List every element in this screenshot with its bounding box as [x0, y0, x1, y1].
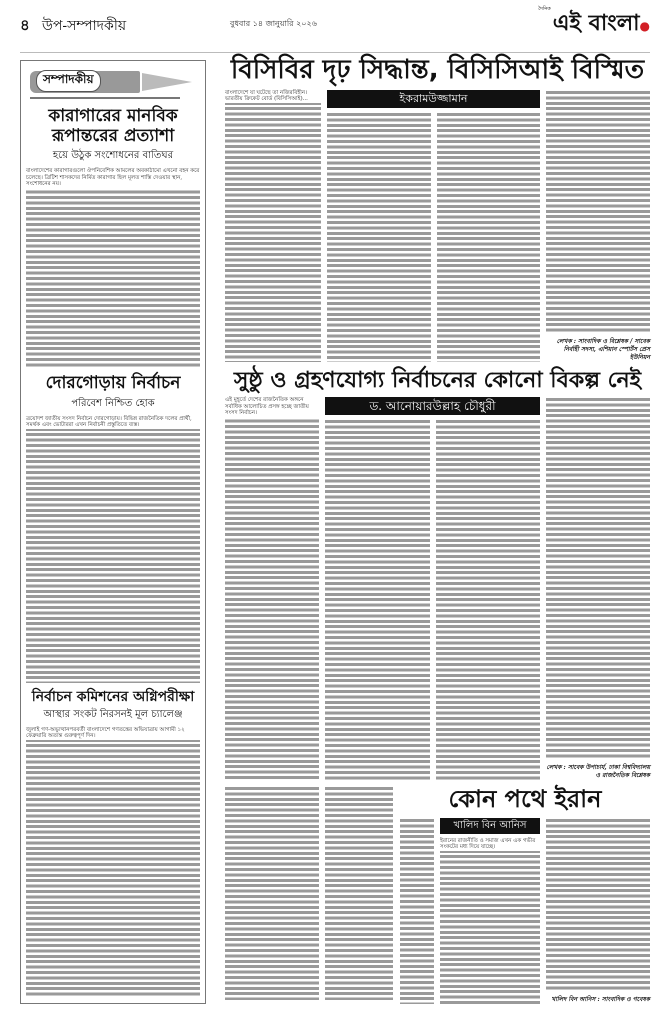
- article-1-author-note: লেখক : সাংবাদিক ও বিশ্লেষক / সাবেক নির্বাহী সদস্য, এশিয়ান স্পোর্টস প্রেস ইউনিয়ন: [546, 338, 650, 362]
- article-1: [225, 56, 650, 362]
- editorial-label: সম্পাদকীয়: [36, 70, 101, 92]
- newspaper-logo: $^{দৈনিক}$এই বাংলা●: [538, 6, 650, 36]
- article-2-col-4: [546, 397, 650, 760]
- article-2-author-note: লেখক : সাবেক উপাচার্য, ঢাকা বিশ্ববিদ্যালয় ও রাজনৈতিক বিশ্লেষক: [546, 764, 650, 779]
- article-2-author: ড. আনোয়ারউল্লাহ চৌধুরী: [325, 397, 540, 415]
- article-2-col-1: এই মুহূর্তে দেশের রাজনৈতিক অঙ্গনে সর্বাধিক আলোচিত প্রসঙ্গ হচ্ছে জাতীয় সংসদ নির্বাচন।: [225, 397, 319, 780]
- article-2-col-3: [436, 419, 541, 780]
- article-3-col-3-wrap: [546, 818, 650, 1004]
- header-divider: [20, 52, 650, 53]
- article-1-col-1: বাংলাদেশে যা ঘটেছে তা নজিরবিহীন। ভারতীয় ক্রিকেট বোর্ড (বিসিসিআই)...: [225, 90, 321, 362]
- editorial-box: [20, 60, 206, 1004]
- article-3-author: খালিদ বিন আনিস: [440, 818, 540, 834]
- article-2-headline: সুষ্ঠু ও গ্রহণযোগ্য নির্বাচনের কোনো বিকল্প নেই: [233, 368, 642, 393]
- article-1-author: ইকরামউজ্জামান: [327, 90, 540, 108]
- article-2-col-4-wrap: [546, 397, 650, 780]
- article-3-col-1: [400, 818, 434, 1004]
- section-name: উপ-সম্পাদকীয়: [42, 18, 127, 34]
- editorial-3-body: জুলাই গণ-অভ্যুত্থানপরবর্তী বাংলাদেশে গণতন্ত্রের অভিযাত্রায় আগামী ১২ ফেব্রুয়ারি অত্যন্ত গুরুত্বপূর্ণ দিন।: [26, 727, 200, 997]
- article-3-col-2: ইরানের রাজনীতি ও সমাজ এখন এক গভীর সংকটের মধ্য দিয়ে যাচ্ছে।: [440, 838, 540, 1004]
- editorial-2-headline: দোরগোড়ায় নির্বাচন: [45, 373, 181, 394]
- article-1-col-4-wrap: [546, 90, 650, 362]
- editorial-3: [26, 689, 200, 997]
- article-3: [400, 786, 650, 1004]
- editorial-3-headline: নির্বাচন কমিশনের অগ্নিপরীক্ষা: [31, 688, 195, 705]
- article-2: [225, 368, 650, 780]
- issue-date: বুধবার ১৪ জানুয়ারি ২০২৬: [230, 19, 317, 28]
- editorial-pen-banner: [30, 67, 195, 101]
- article-1-col-2: [327, 112, 431, 362]
- article-3-headline: কোন পথে ইরান: [448, 785, 602, 813]
- article-2-col-1-cont: [225, 786, 319, 1000]
- editorial-1: [26, 107, 200, 368]
- article-1-col-3: [437, 112, 541, 362]
- editorial-1-body: বাংলাদেশের কারাগারগুলো ঔপনিবেশিক আমলের অবকাঠামো এখনো বহন করে চলেছে। ব্রিটিশ শাসকদের নির্মিত কারাগার ছিল মূলত শাস্তি দেওয়ার স্থান, সংশোধনের নয়।: [26, 168, 200, 368]
- editorial-1-subhead: হয়ে উঠুক সংশোধনের বাতিঘর: [52, 150, 174, 162]
- page-number: ৪: [20, 16, 30, 34]
- article-2-col-5: [325, 786, 393, 1000]
- article-1-col-4: [546, 90, 650, 334]
- editorial-1-headline: কারাগারের মানবিক রূপান্তরের প্রত্যাশা: [48, 106, 178, 146]
- article-1-headline: বিসিবির দৃঢ় সিদ্ধান্ত, বিসিসিআই বিস্মিত: [230, 55, 645, 85]
- editorial-3-subhead: আস্থার সংকট নিরসনই মূল চ্যালেঞ্জ: [43, 708, 183, 720]
- article-3-author-note: খালিদ বিন আনিস : সাংবাদিক ও গবেষক: [546, 996, 650, 1004]
- editorial-2-subhead: পরিবেশ নিশ্চিত হোক: [71, 397, 155, 409]
- article-3-col-3: [546, 818, 650, 992]
- editorial-2: [26, 374, 200, 682]
- editorial-2-body: ত্রয়োদশ জাতীয় সংসদ নির্বাচন দোরগোড়ায়। বিভিন্ন রাজনৈতিক দলের প্রার্থী, সমর্থক এবং ভোটাররা এখন নির্বাচনী প্রস্তুতিতে ব্যস্ত।: [26, 416, 200, 683]
- article-2-col-2: [325, 419, 430, 780]
